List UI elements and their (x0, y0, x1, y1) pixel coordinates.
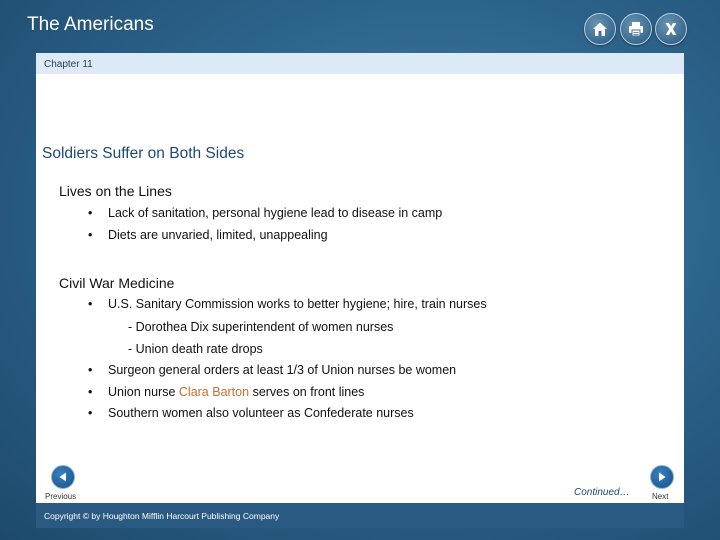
arrow-left-icon (57, 471, 69, 483)
bullet-dot: • (88, 385, 93, 399)
section-title-medicine: Civil War Medicine (59, 275, 175, 291)
footer-bar (36, 503, 684, 528)
bullet-item: • U.S. Sanitary Commission works to better hygiene; hire, train nurses (88, 297, 487, 311)
chapter-label: Chapter 11 (44, 59, 93, 70)
home-button[interactable] (584, 13, 616, 45)
next-button[interactable] (650, 465, 674, 489)
bullet-dot: • (88, 297, 93, 311)
bullet-dot: • (88, 206, 93, 220)
previous-label[interactable]: Previous (45, 492, 77, 501)
sub-bullet-item: - Dorothea Dix superintendent of women nurses (128, 320, 394, 334)
bullet-dot: • (88, 228, 93, 242)
print-button[interactable] (620, 13, 652, 45)
bullet-dot: • (88, 406, 93, 420)
copyright-text: Copyright © by Houghton Mifflin Harcourt Publishing Company (44, 511, 280, 521)
highlight-name: Clara Barton (178, 385, 250, 399)
previous-button[interactable] (51, 465, 75, 489)
bullet-dot: • (88, 363, 93, 377)
bullet-item: • Lack of sanitation, personal hygiene lead to disease in camp (88, 206, 443, 220)
slide-title: Soldiers Suffer on Both Sides (42, 145, 245, 162)
chapter-bar (36, 53, 684, 74)
home-icon (591, 20, 609, 38)
next-label[interactable]: Next (652, 492, 669, 501)
print-icon (627, 20, 645, 38)
app-title: The Americans (27, 14, 154, 35)
section-title-lives: Lives on the Lines (59, 183, 172, 199)
bullet-item: • Southern women also volunteer as Confederate nurses (88, 406, 414, 420)
bullet-item: • Diets are unvaried, limited, unappealing (88, 228, 328, 242)
close-button[interactable] (655, 13, 687, 45)
continued-label: Continued… (574, 487, 630, 498)
bullet-item: • Surgeon general orders at least 1/3 of Union nurses be women (88, 363, 457, 377)
arrow-right-icon (656, 471, 668, 483)
slide-panel (36, 53, 684, 528)
sub-bullet-item: - Union death rate drops (128, 342, 263, 356)
close-icon (662, 20, 680, 38)
bullet-item: • Union nurse Clara Barton serves on front lines (88, 385, 365, 399)
